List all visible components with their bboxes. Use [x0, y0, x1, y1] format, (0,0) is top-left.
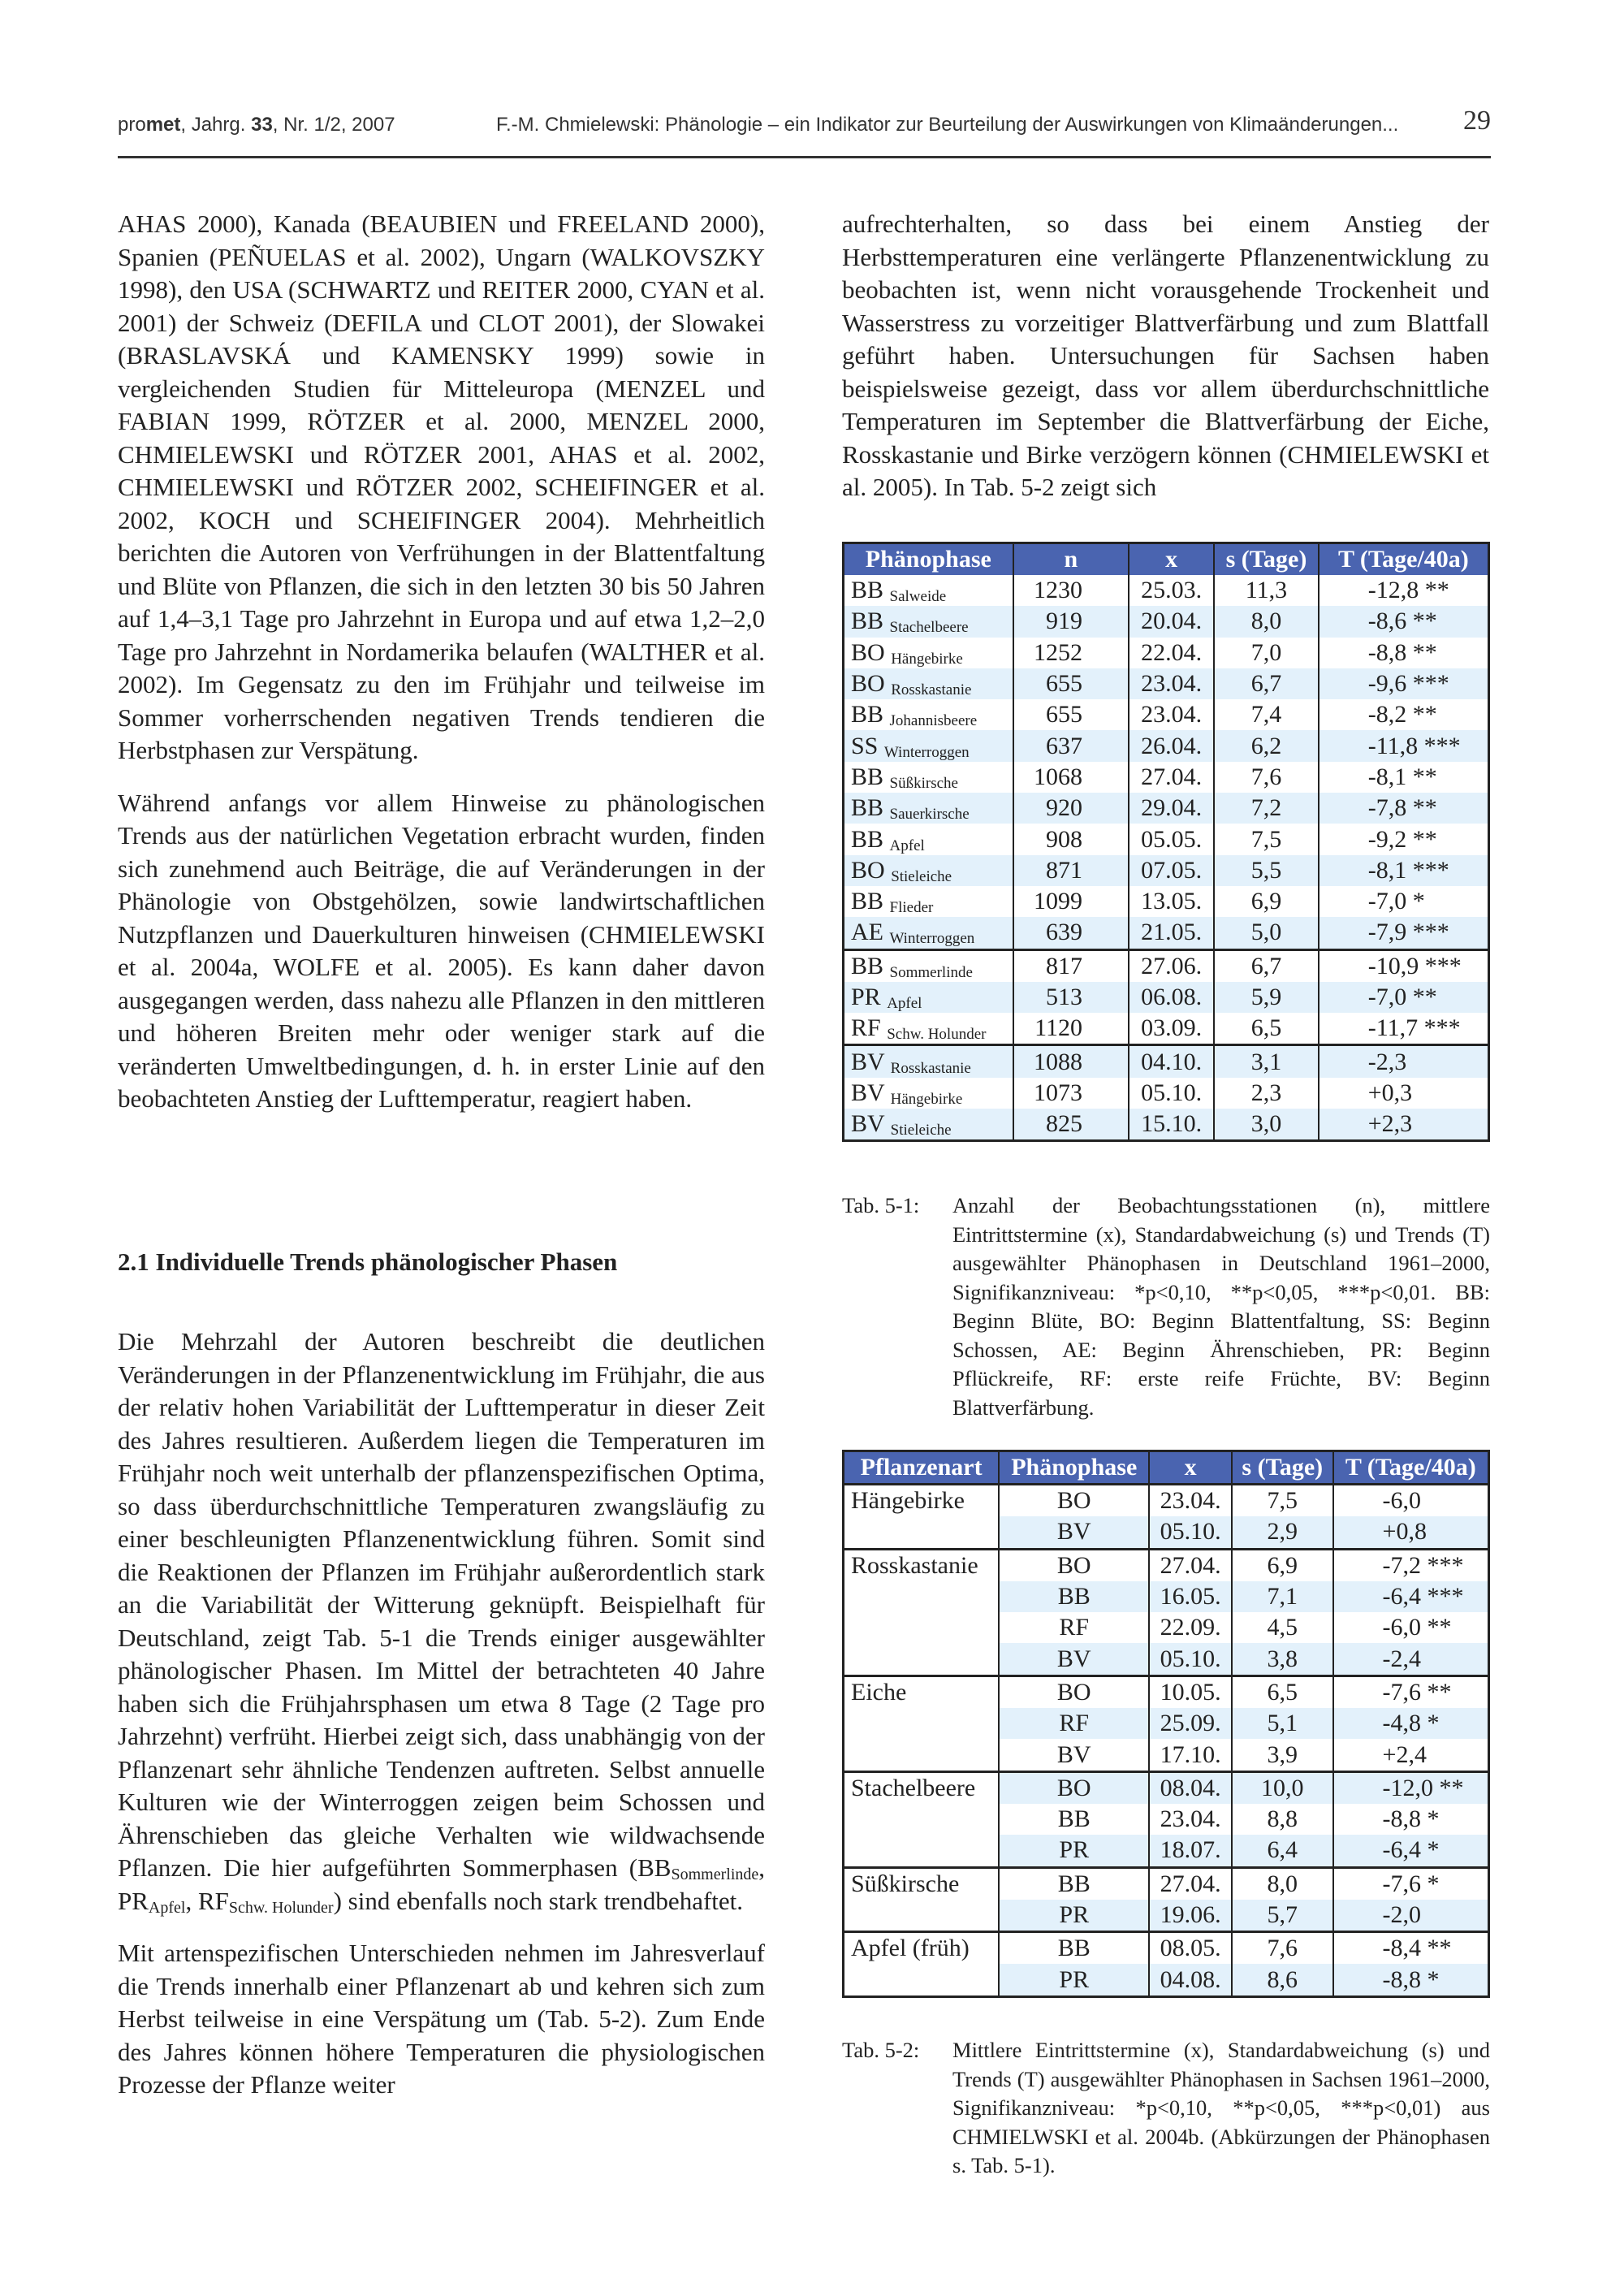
x-cell: 03.09.	[1129, 1013, 1214, 1045]
phase-code: PR	[851, 984, 881, 1010]
phase-cell	[844, 793, 1013, 824]
table-row	[844, 638, 1489, 668]
plant-name: Sauerkirsche	[889, 806, 970, 824]
plant-name: Stachelbeere	[889, 619, 969, 637]
s-cell: 2,3	[1214, 1078, 1319, 1109]
x-cell: 04.10.	[1129, 1045, 1214, 1078]
phase-cell: BO	[999, 1771, 1149, 1804]
phase-cell	[844, 575, 1013, 606]
phase-code: BV	[851, 1110, 885, 1138]
table-row	[844, 824, 1489, 854]
s-cell: 2,9	[1232, 1516, 1332, 1549]
plant-cell	[844, 1612, 1000, 1643]
x-cell: 18.07.	[1149, 1835, 1232, 1867]
phase-cell	[844, 638, 1013, 668]
plant-name: Stieleiche	[890, 1122, 952, 1139]
phase-cell	[844, 917, 1013, 949]
table-row	[844, 1549, 1489, 1581]
phase-code: RF	[851, 1014, 881, 1042]
table-row	[844, 1676, 1489, 1708]
table-row	[844, 1804, 1489, 1835]
caption-label: Tab. 5-1:	[842, 1193, 920, 1217]
table-row	[844, 1045, 1489, 1078]
t-cell: -8,1 ***	[1319, 855, 1489, 886]
t-cell: -8,4 **	[1333, 1932, 1489, 1965]
phase-cell	[844, 762, 1013, 793]
phase-code: BB	[851, 952, 884, 979]
s-cell: 3,9	[1232, 1739, 1332, 1771]
x-cell: 05.10.	[1149, 1516, 1232, 1549]
s-cell: 10,0	[1232, 1771, 1332, 1804]
s-cell: 5,9	[1214, 982, 1319, 1013]
t-cell: -12,0 **	[1333, 1771, 1489, 1804]
n-cell: 1120	[1013, 1013, 1129, 1045]
x-cell: 25.03.	[1129, 575, 1214, 606]
column-header: Phänophase	[844, 543, 1013, 576]
n-cell: 1099	[1013, 886, 1129, 917]
caption-label: Tab. 5-2:	[842, 2038, 920, 2062]
paragraph: Mit artenspezifischen Unterschieden nehmen im Jahresverlauf die Trends innerhalb einer Pflanzenart ab und kehren sich zum Herbst teilweise in eine Verspätung um (Tab. 5-2). Zum Ende des Jahres können höhere Temperaturen die physiologischen Prozesse der Pflanze weiter	[118, 1939, 765, 2099]
x-cell: 07.05.	[1129, 855, 1214, 886]
column-header: x	[1149, 1451, 1232, 1485]
s-cell: 6,9	[1232, 1549, 1332, 1581]
column-header: n	[1013, 543, 1129, 576]
phase-cell: BB	[999, 1581, 1149, 1612]
phase-cell: BB	[999, 1804, 1149, 1835]
x-cell: 20.04.	[1129, 606, 1214, 637]
t-cell: -8,1 **	[1319, 762, 1489, 793]
n-cell: 1252	[1013, 638, 1129, 668]
s-cell: 7,1	[1232, 1581, 1332, 1612]
right-column	[842, 208, 1489, 504]
plant-cell: Rosskastanie	[844, 1549, 1000, 1581]
x-cell: 05.10.	[1129, 1078, 1214, 1109]
caption-text: Anzahl der Beobachtungsstationen (n), mittlere Eintrittstermine (x), Standardabweichung (s) und Trends (T) ausgewählter Phänophasen in Deutschland 1961–2000, Signifikanzniveau: *p<0,10, **p<0,05, ***p<0,01. BB: Beginn Blüte, BO: Beginn Blattentfaltung, SS: Beginn Schossen, AE: Beginn Ährenschieben, PR: Beginn Pflückreife, RF: erste reife Früchte, BV: Beginn Blattverfärbung.	[952, 1193, 1490, 1420]
table-row	[844, 1643, 1489, 1676]
s-cell: 6,2	[1214, 730, 1319, 761]
x-cell: 15.10.	[1129, 1109, 1214, 1141]
plant-cell	[844, 1739, 1000, 1771]
phase-cell: PR	[999, 1964, 1149, 1996]
plant-cell	[844, 1581, 1000, 1612]
phase-cell: PR	[999, 1900, 1149, 1932]
column-header: s (Tage)	[1214, 543, 1319, 576]
plant-name: Sommerlinde	[889, 963, 973, 981]
t-cell: +2,3	[1319, 1109, 1489, 1141]
n-cell: 1068	[1013, 762, 1129, 793]
plant-name: Rosskastanie	[891, 681, 972, 699]
s-cell: 7,0	[1214, 638, 1319, 668]
table-row	[844, 699, 1489, 730]
t-cell: -2,0	[1333, 1900, 1489, 1932]
table-row	[844, 730, 1489, 761]
journal-name-bold: met	[145, 114, 181, 136]
table-row	[844, 606, 1489, 637]
paragraph: aufrechterhalten, so dass bei einem Anstieg der Herbsttemperaturen eine verlängerte Pflanzenentwicklung zu beobachten ist, wenn nicht vorausgehende Trockenheit und Wasserstress zu vorzeitiger Blattverfärbung und zum Blattfall geführt haben. Untersuchungen für Sachsen haben beispielsweise gezeigt, dass vor allem überdurchschnittliche Temperaturen im September die Blattverfärbung der Eiche, Rosskastanie und Birke verzögern können (CHMIELEWSKI et al. 2005). In Tab. 5-2 zeigt sich	[842, 210, 1489, 501]
plant-cell: Süßkirsche	[844, 1867, 1000, 1900]
phase-code: BV	[851, 1048, 885, 1075]
phase-code: BO	[851, 856, 885, 884]
phase-cell	[844, 668, 1013, 699]
table-row	[844, 1078, 1489, 1109]
table-row	[844, 949, 1489, 982]
phase-code: BB	[851, 577, 884, 604]
s-cell: 6,5	[1232, 1676, 1332, 1708]
phase-cell: BO	[999, 1485, 1149, 1517]
t-cell: -8,2 **	[1319, 699, 1489, 730]
x-cell: 17.10.	[1149, 1739, 1232, 1771]
phase-code: BB	[851, 701, 884, 729]
phase-code: BV	[851, 1079, 885, 1106]
table-row	[844, 1013, 1489, 1045]
x-cell: 08.04.	[1149, 1771, 1232, 1804]
t-cell: -6,4 *	[1333, 1835, 1489, 1867]
table-row	[844, 1485, 1489, 1517]
x-cell: 10.05.	[1149, 1676, 1232, 1708]
t-cell: -7,2 ***	[1333, 1549, 1489, 1581]
x-cell: 23.04.	[1129, 668, 1214, 699]
phase-cell	[844, 949, 1013, 982]
phase-cell	[844, 606, 1013, 637]
t-cell: -8,8 **	[1319, 638, 1489, 668]
column-header: T (Tage/40a)	[1319, 543, 1489, 576]
s-cell: 6,7	[1214, 668, 1319, 699]
phase-code: BO	[851, 670, 885, 698]
phase-code: BB	[851, 608, 884, 635]
phase-cell	[844, 982, 1013, 1013]
phase-cell	[844, 824, 1013, 854]
t-cell: -6,0 **	[1333, 1612, 1489, 1643]
plant-name: Hängebirke	[891, 650, 963, 668]
x-cell: 26.04.	[1129, 730, 1214, 761]
table-row	[844, 1612, 1489, 1643]
caption-text: Mittlere Eintrittstermine (x), Standardabweichung (s) und Trends (T) ausgewählter Phänophasen in Sachsen 1961–2000, Signifikanzniveau: *p<0,10, **p<0,05, ***p<0,01) aus CHMIELWSKI et al. 2004b. (Abkürzungen der Phänophasen s. Tab. 5-1).	[952, 2038, 1490, 2177]
table-row	[844, 1739, 1489, 1771]
plant-cell	[844, 1964, 1000, 1996]
x-cell: 27.04.	[1129, 762, 1214, 793]
plant-name: Flieder	[889, 899, 934, 917]
plant-cell	[844, 1516, 1000, 1549]
plant-cell	[844, 1708, 1000, 1739]
x-cell: 19.06.	[1149, 1900, 1232, 1932]
t-cell: -7,9 ***	[1319, 917, 1489, 949]
x-cell: 29.04.	[1129, 793, 1214, 824]
t-cell: -6,0	[1333, 1485, 1489, 1517]
phase-cell: BO	[999, 1676, 1149, 1708]
x-cell: 08.05.	[1149, 1932, 1232, 1965]
s-cell: 6,9	[1214, 886, 1319, 917]
t-cell: -9,2 **	[1319, 824, 1489, 854]
table-row	[844, 575, 1489, 606]
phase-cell: RF	[999, 1708, 1149, 1739]
s-cell: 8,0	[1232, 1867, 1332, 1900]
s-cell: 4,5	[1232, 1612, 1332, 1643]
left-column	[118, 208, 765, 1116]
phase-code: BB	[851, 888, 884, 915]
t-cell: -6,4 ***	[1333, 1581, 1489, 1612]
t-cell: -8,8 *	[1333, 1964, 1489, 1996]
x-cell: 05.10.	[1149, 1643, 1232, 1676]
s-cell: 8,8	[1232, 1804, 1332, 1835]
plant-name: Apfel	[889, 837, 925, 854]
table-row	[844, 1771, 1489, 1804]
phase-code: BB	[851, 825, 884, 853]
s-cell: 6,4	[1232, 1835, 1332, 1867]
running-title: F.-M. Chmielewski: Phänologie – ein Indikator zur Beurteilung der Auswirkungen von Klimaänderungen...	[496, 114, 1399, 136]
phase-cell: BB	[999, 1867, 1149, 1900]
column-header: Phänophase	[999, 1451, 1149, 1485]
x-cell: 16.05.	[1149, 1581, 1232, 1612]
table-row	[844, 917, 1489, 949]
phase-cell: BO	[999, 1549, 1149, 1581]
phase-cell	[844, 1045, 1013, 1078]
phase-code: BB	[851, 794, 884, 822]
table-5-2	[842, 1450, 1490, 1998]
plant-cell	[844, 1900, 1000, 1932]
s-cell: 8,6	[1232, 1964, 1332, 1996]
paragraph-text: ) sind ebenfalls noch stark trendbehaftet.	[333, 1886, 744, 1915]
phase-cell: BB	[999, 1932, 1149, 1965]
paragraph: AHAS 2000), Kanada (BEAUBIEN und FREELAND 2000), Spanien (PEÑUELAS et al. 2002), Ungarn (WALKOVSZKY 1998), den USA (SCHWARTZ und REITER 2000, CYAN et al. 2001) der Schweiz (DEFILA und CLOT 2001), der Slowakei (BRASLAVSKÁ und KAMENSKY 1999) sowie in vergleichenden Studien für Mitteleuropa (MENZEL und FABIAN 1999, RÖTZER et al. 2000, MENZEL 2000, CHMIELEWSKI und RÖTZER 2001, AHAS et al. 2002, CHMIELEWSKI und RÖTZER 2002, SCHEIFINGER et al. 2002, KOCH und SCHEIFINGER 2004). Mehrheitlich berichten die Autoren von Verfrühungen in der Blattentfaltung und Blüte von Pflanzen, die sich in den letzten 30 bis 50 Jahren auf 1,4–3,1 Tage pro Jahrzehnt in Europa und auf etwa 1,2–2,0 Tage pro Jahrzehnt in Nordamerika belaufen (WALTHER et al. 2002). Im Gegensatz zu den im Frühjahr und teilweise im Sommer vorherrschenden negativen Trends tendieren die Herbstphasen zur Verspätung.	[118, 210, 765, 764]
t-cell: -7,0 **	[1319, 982, 1489, 1013]
phase-subscript: Schw. Holunder	[228, 1898, 334, 1917]
x-cell: 27.04.	[1149, 1867, 1232, 1900]
phase-cell	[844, 1013, 1013, 1045]
column-header: Pflanzenart	[844, 1451, 1000, 1485]
plant-name: Winterroggen	[889, 930, 975, 948]
t-cell: -7,0 *	[1319, 886, 1489, 917]
n-cell: 637	[1013, 730, 1129, 761]
x-cell: 05.05.	[1129, 824, 1214, 854]
x-cell: 06.08.	[1129, 982, 1214, 1013]
s-cell: 6,7	[1214, 949, 1319, 982]
s-cell: 5,5	[1214, 855, 1319, 886]
plant-name: Johannisbeere	[889, 712, 978, 730]
table-5-2-caption	[842, 2036, 1490, 2181]
t-cell: -9,6 ***	[1319, 668, 1489, 699]
t-cell: +0,3	[1319, 1078, 1489, 1109]
t-cell: -4,8 *	[1333, 1708, 1489, 1739]
phase-subscript: Sommerlinde	[671, 1866, 759, 1883]
s-cell: 7,2	[1214, 793, 1319, 824]
table-row	[844, 1581, 1489, 1612]
plant-name: Salweide	[889, 588, 947, 606]
n-cell: 1088	[1013, 1045, 1129, 1078]
s-cell: 7,6	[1232, 1932, 1332, 1965]
x-cell: 22.04.	[1129, 638, 1214, 668]
phase-code: SS	[851, 732, 879, 759]
table-row	[844, 1835, 1489, 1867]
section-heading: 2.1 Individuelle Trends phänologischer Phasen	[118, 1247, 618, 1276]
s-cell: 7,5	[1214, 824, 1319, 854]
plant-cell	[844, 1835, 1000, 1867]
plant-name: Hängebirke	[890, 1090, 963, 1108]
journal-issue: , Nr. 1/2, 2007	[272, 114, 395, 136]
s-cell: 3,1	[1214, 1045, 1319, 1078]
phase-cell	[844, 1078, 1013, 1109]
plant-name: Stieleiche	[891, 867, 952, 885]
page-number: 29	[1463, 106, 1491, 136]
journal-mid: , Jahrg.	[180, 114, 252, 136]
table-row	[844, 1708, 1489, 1739]
t-cell: +2,4	[1333, 1739, 1489, 1771]
x-cell: 27.04.	[1149, 1549, 1232, 1581]
plant-cell: Apfel (früh)	[844, 1932, 1000, 1965]
plant-name: Rosskastanie	[890, 1059, 971, 1077]
t-cell: -7,8 **	[1319, 793, 1489, 824]
phase-code: BO	[851, 638, 885, 666]
plant-name: Süßkirsche	[889, 774, 958, 792]
table-row	[844, 886, 1489, 917]
running-header	[118, 106, 1491, 158]
plant-name: Winterroggen	[883, 743, 970, 761]
table-row	[844, 1516, 1489, 1549]
s-cell: 7,6	[1214, 762, 1319, 793]
table-row	[844, 1932, 1489, 1965]
plant-name: Apfel	[887, 995, 922, 1012]
x-cell: 21.05.	[1129, 917, 1214, 949]
s-cell: 5,1	[1232, 1708, 1332, 1739]
s-cell: 5,7	[1232, 1900, 1332, 1932]
n-cell: 919	[1013, 606, 1129, 637]
phase-cell: BV	[999, 1739, 1149, 1771]
journal-volume: 33	[251, 114, 273, 136]
phase-code: PR	[118, 1886, 149, 1915]
t-cell: +0,8	[1333, 1516, 1489, 1549]
x-cell: 04.08.	[1149, 1964, 1232, 1996]
table-row	[844, 1900, 1489, 1932]
paragraph: Die Mehrzahl der Autoren beschreibt die deutlichen Veränderungen in der Pflanzenentwicklung im Frühjahr, die aus der relativ hohen Variabilität der Lufttemperatur in dieser Zeit des Jahres resultieren. Außerdem liegen die Temperaturen im Frühjahr noch weit unterhalb der pflanzenspezifischen Optima, so dass überdurchschnittliche Temperaturen zwangsläufig zu einer beschleunigten Pflanzenentwicklung führen. Somit sind die Reaktionen der Pflanzen im Frühjahr außerordentlich stark an die Variabilität der Witterung geknüpft. Beispielhaft für Deutschland, zeigt Tab. 5-1 die Trends einiger ausgewählter phänologischer Phasen. Im Mittel der betrachteten 40 Jahre haben sich die Frühjahrsphasen um etwa 8 Tage (2 Tage pro Jahrzehnt) verfrüht. Hierbei zeigt sich, dass unabhängig von der Pflanzenart sehr ähnliche Tendenzen auftreten. Selbst annuelle Kulturen wie der Winterroggen zeigen beim Schossen und Ährenschieben das gleiche Verhalten wie wildwachsende Pflanzen. Die hier aufgeführten Sommerphasen ($BB_{Sommerlinde}$, $PR_{Apfel}$, $RF_{Schw. Holunder}$) sind ebenfalls noch stark trendbehaftet.	[118, 1327, 765, 1917]
x-cell: 23.04.	[1129, 699, 1214, 730]
table-row	[844, 668, 1489, 699]
phase-cell	[844, 886, 1013, 917]
table-5-1	[842, 542, 1490, 1142]
n-cell: 825	[1013, 1109, 1129, 1141]
t-cell: -7,6 **	[1333, 1676, 1489, 1708]
phase-cell: RF	[999, 1612, 1149, 1643]
s-cell: 3,8	[1232, 1643, 1332, 1676]
s-cell: 5,0	[1214, 917, 1319, 949]
phase-code: BB	[851, 763, 884, 790]
table-row	[844, 855, 1489, 886]
t-cell: -12,8 **	[1319, 575, 1489, 606]
s-cell: 3,0	[1214, 1109, 1319, 1141]
table-row	[844, 793, 1489, 824]
s-cell: 6,5	[1214, 1013, 1319, 1045]
t-cell: -10,9 ***	[1319, 949, 1489, 982]
n-cell: 1073	[1013, 1078, 1129, 1109]
phase-cell	[844, 699, 1013, 730]
phase-code: AE	[851, 919, 883, 946]
phase-cell	[844, 730, 1013, 761]
phase-cell	[844, 1109, 1013, 1141]
t-cell: -2,4	[1333, 1643, 1489, 1676]
column-header: x	[1129, 543, 1214, 576]
s-cell: 7,5	[1232, 1485, 1332, 1517]
n-cell: 655	[1013, 668, 1129, 699]
table-row	[844, 1109, 1489, 1141]
n-cell: 817	[1013, 949, 1129, 982]
journal-info	[118, 114, 395, 136]
t-cell: -11,7 ***	[1319, 1013, 1489, 1045]
paragraph-text: Die Mehrzahl der Autoren beschreibt die deutlichen Veränderungen in der Pflanzenentwicklung im Frühjahr, die aus der relativ hohen Variabilität der Lufttemperatur in dieser Zeit des Jahres resultieren. Außerdem liegen die Temperaturen im Frühjahr noch weit unterhalb der pflanzenspezifischen Optima, so dass überdurchschnittliche Temperaturen zwangsläufig zu einer beschleunigten Pflanzenentwicklung führen. Somit sind die Reaktionen der Pflanzen im Frühjahr außerordentlich stark an die Variabilität der Witterung geknüpft. Beispielhaft für Deutschland, zeigt Tab. 5-1 die Trends einiger ausgewählter phänologischer Phasen. Im Mittel der betrachteten 40 Jahre haben sich die Frühjahrsphasen um etwa 8 Tage (2 Tage pro Jahrzehnt) verfrüht. Hierbei zeigt sich, dass unabhängig von der Pflanzenart sehr ähnliche Tendenzen auftreten. Selbst annuelle Kulturen wie der Winterroggen zeigen beim Schossen und Ährenschieben das gleiche Verhalten wie wildwachsende Pflanzen. Die hier aufgeführten Sommerphasen (	[118, 1327, 765, 1882]
column-header: T (Tage/40a)	[1333, 1451, 1489, 1485]
n-cell: 920	[1013, 793, 1129, 824]
t-cell: -7,6 *	[1333, 1867, 1489, 1900]
journal-name-pre: pro	[118, 114, 146, 136]
column-header: s (Tage)	[1232, 1451, 1332, 1485]
n-cell: 639	[1013, 917, 1129, 949]
s-cell: 11,3	[1214, 575, 1319, 606]
t-cell: -8,6 **	[1319, 606, 1489, 637]
x-cell: 13.05.	[1129, 886, 1214, 917]
plant-cell	[844, 1804, 1000, 1835]
plant-cell: Hängebirke	[844, 1485, 1000, 1517]
n-cell: 1230	[1013, 575, 1129, 606]
plant-cell: Stachelbeere	[844, 1771, 1000, 1804]
table-row	[844, 982, 1489, 1013]
paragraph: Während anfangs vor allem Hinweise zu phänologischen Trends aus der natürlichen Vegetation erbracht wurden, finden sich zunehmend auch Beiträge, die auf Veränderungen in der Phänologie von Obstgehölzen, sowie landwirtschaftlichen Nutzpflanzen und Dauerkulturen hinweisen (CHMIELEWSKI et al. 2004a, WOLFE et al. 2005). Es kann daher davon ausgegangen werden, dass nahezu alle Pflanzen in den mittleren und höheren Breiten mehr oder weniger stark auf die veränderten Umweltbedingungen, d. h. in erster Linie auf den beobachteten Anstieg der Lufttemperatur, reagiert haben.	[118, 788, 765, 1113]
x-cell: 23.04.	[1149, 1804, 1232, 1835]
n-cell: 655	[1013, 699, 1129, 730]
table-row	[844, 1867, 1489, 1900]
s-cell: 7,4	[1214, 699, 1319, 730]
t-cell: -8,8 *	[1333, 1804, 1489, 1835]
plant-cell: Eiche	[844, 1676, 1000, 1708]
plant-cell	[844, 1643, 1000, 1676]
n-cell: 908	[1013, 824, 1129, 854]
phase-code: RF	[197, 1886, 229, 1915]
phase-code: BB	[637, 1853, 672, 1882]
phase-subscript: Apfel	[148, 1898, 186, 1917]
phase-cell	[844, 855, 1013, 886]
plant-name: Schw. Holunder	[887, 1026, 987, 1044]
n-cell: 513	[1013, 982, 1129, 1013]
t-cell: -2,3	[1319, 1045, 1489, 1078]
x-cell: 27.06.	[1129, 949, 1214, 982]
table-5-1-caption	[842, 1191, 1490, 1422]
table-row	[844, 762, 1489, 793]
phase-cell: BV	[999, 1516, 1149, 1549]
phase-cell: PR	[999, 1835, 1149, 1867]
x-cell: 25.09.	[1149, 1708, 1232, 1739]
s-cell: 8,0	[1214, 606, 1319, 637]
x-cell: 22.09.	[1149, 1612, 1232, 1643]
table-row	[844, 1964, 1489, 1996]
phase-cell: BV	[999, 1643, 1149, 1676]
x-cell: 23.04.	[1149, 1485, 1232, 1517]
left-column-lower	[118, 1325, 765, 2102]
t-cell: -11,8 ***	[1319, 730, 1489, 761]
n-cell: 871	[1013, 855, 1129, 886]
